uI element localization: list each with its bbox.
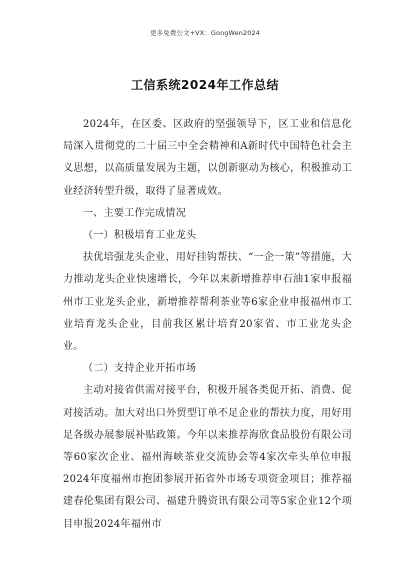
subsection-heading: （一）积极培育工业龙头 (83, 230, 197, 242)
document-body (63, 114, 352, 536)
subsection-heading: （二）支持企业开拓市场 (83, 363, 197, 375)
section-heading: 一、主要工作完成情况 (83, 207, 186, 219)
header-note: 更多免费公文+VX：GongWen2024 (150, 29, 260, 37)
document-title: 工信系统2024年工作总结 (131, 78, 279, 92)
intro-paragraph: 2024年，在区委、区政府的坚强领导下，区工业和信息化局深入贯彻党的二十届三中全会精神和A新时代中国特色社会主义思想，以高质量发展为主题，以创新驱动为核心，积极推动工业经济转型升级，取得了显著成效。 (63, 119, 352, 197)
body-paragraph: 主动对接省供需对接平台，积极开展各类促开拓、消费、促对接活动。加大对出口外贸型订单不足企业的帮扶力度，用好用足各级办展参展补贴政策。今年以来推荐海欣食品股份有限公司等60家次企业、福州海峡茶业交流协会等4家次牵头单位申报2024年度福州市抱团参展开拓省外市场专项资金项目；推荐福建春伦集团有限公司、福建升腾资讯有限公司等5家企业12个项目申报2024年福州市 (63, 385, 352, 530)
body-paragraph: 扶优培强龙头企业，用好挂钩帮扶、“一企一策”等措施，大力推动龙头企业快速增长，今年以来新增推荐申石油1家申报福州市工业龙头企业，新增推荐帮利茶业等6家企业申报福州市工业培育龙头企业，目前我区累计培育20家省、市工业龙头企业。 (63, 252, 352, 353)
